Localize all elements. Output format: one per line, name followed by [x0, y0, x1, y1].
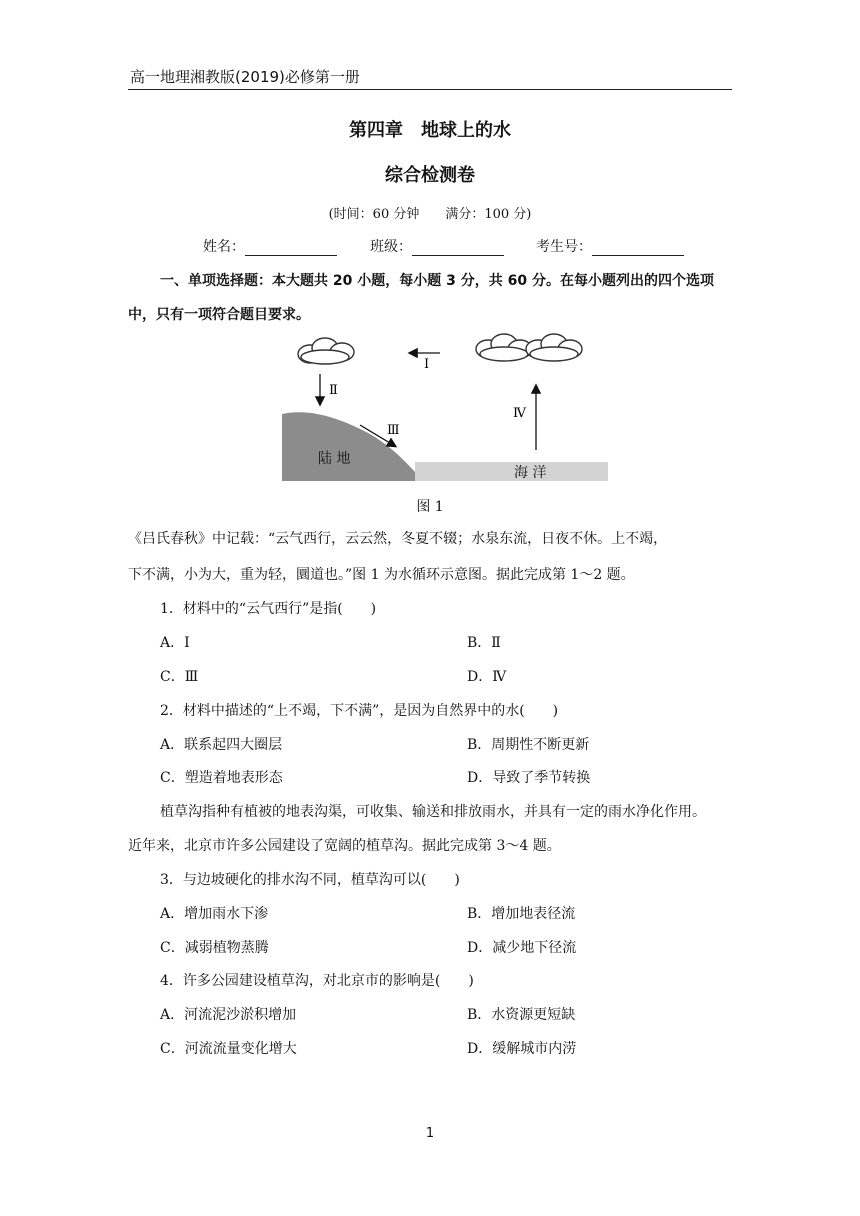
cloud-right-icon [476, 334, 582, 361]
page-number: 1 [425, 1126, 435, 1141]
question-3-option-b[interactable]: B．增加地表径流 [467, 906, 576, 922]
student-no-field[interactable] [536, 236, 684, 256]
question-3-option-d[interactable]: D．减少地下径流 [467, 940, 577, 956]
question-4-option-d[interactable]: D．缓解城市内涝 [467, 1041, 577, 1057]
question-4-stem: 4．许多公园建设植草沟，对北京市的影响是( ) [160, 973, 474, 989]
arrow-IV-label: Ⅳ [513, 406, 526, 421]
name-blank[interactable] [245, 241, 337, 256]
exam-subtitle: 综合检测卷 [385, 165, 475, 186]
cloud-left-icon [298, 338, 354, 364]
arrow-III-label: Ⅲ [387, 423, 400, 438]
question-4-option-a[interactable]: A．河流泥沙淤积增加 [160, 1007, 297, 1023]
student-no-blank[interactable] [592, 241, 684, 256]
question-4-option-b[interactable]: B．水资源更短缺 [467, 1007, 576, 1023]
question-1-option-d[interactable]: D．Ⅳ [467, 669, 507, 685]
question-1-option-c[interactable]: C．Ⅲ [160, 669, 199, 685]
figure-caption: 图 1 [416, 499, 444, 515]
page-header [128, 62, 732, 90]
section-instruction-line1: 一、单项选择题：本大题共 20 小题，每小题 3 分，共 60 分。在每小题列出的四个选项 [160, 273, 714, 289]
class-blank[interactable] [412, 241, 504, 256]
land-label: 陆 地 [318, 451, 351, 467]
passage2-line2: 近年来，北京市许多公园建设了宽阔的植草沟。据此完成第 3～4 题。 [128, 838, 561, 854]
passage1-line2: 下不满，小为大，重为轻，圜道也。”图 1 为水循环示意图。据此完成第 1～2 题。 [128, 567, 635, 583]
question-3-stem: 3．与边坡硬化的排水沟不同，植草沟可以( ) [160, 872, 460, 888]
class-field[interactable] [370, 236, 504, 256]
chapter-title: 第四章 地球上的水 [349, 120, 511, 141]
question-2-stem: 2．材料中描述的“上不竭，下不满”，是因为自然界中的水( ) [160, 703, 559, 719]
question-1-option-b[interactable]: B．Ⅱ [467, 635, 501, 651]
question-2-option-b[interactable]: B．周期性不断更新 [467, 737, 590, 753]
name-label: 姓名： [203, 239, 245, 255]
question-4-option-c[interactable]: C．河流流量变化增大 [160, 1041, 297, 1057]
ocean-area [415, 462, 608, 481]
arrow-I-label: Ⅰ [424, 357, 430, 372]
question-2-option-d[interactable]: D．导致了季节转换 [467, 770, 591, 786]
question-3-option-a[interactable]: A．增加雨水下渗 [160, 906, 269, 922]
name-field[interactable] [203, 236, 337, 256]
ocean-label: 海 洋 [514, 465, 547, 481]
water-cycle-figure [270, 332, 620, 487]
question-1-option-a[interactable]: A．Ⅰ [160, 635, 190, 651]
section-instruction-line2: 中，只有一项符合题目要求。 [128, 307, 310, 323]
question-3-option-c[interactable]: C．减弱植物蒸腾 [160, 940, 269, 956]
question-2-option-c[interactable]: C．塑造着地表形态 [160, 770, 283, 786]
question-2-option-a[interactable]: A．联系起四大圈层 [160, 737, 283, 753]
exam-info: (时间：60 分钟 满分：100 分) [328, 207, 532, 222]
question-1-stem: 1．材料中的“云气西行”是指( ) [160, 601, 377, 617]
passage2-line1: 植草沟指种有植被的地表沟渠，可收集、输送和排放雨水，并具有一定的雨水净化作用。 [160, 804, 706, 820]
student-no-label: 考生号： [536, 239, 592, 255]
header-text: 高一地理湘教版(2019)必修第一册 [130, 68, 360, 86]
arrow-II-label: Ⅱ [329, 383, 338, 398]
passage1-line1: 《吕氏春秋》中记载：“云气西行，云云然，冬夏不辍；水泉东流，日夜不休。上不竭， [128, 531, 668, 547]
class-label: 班级： [370, 239, 412, 255]
